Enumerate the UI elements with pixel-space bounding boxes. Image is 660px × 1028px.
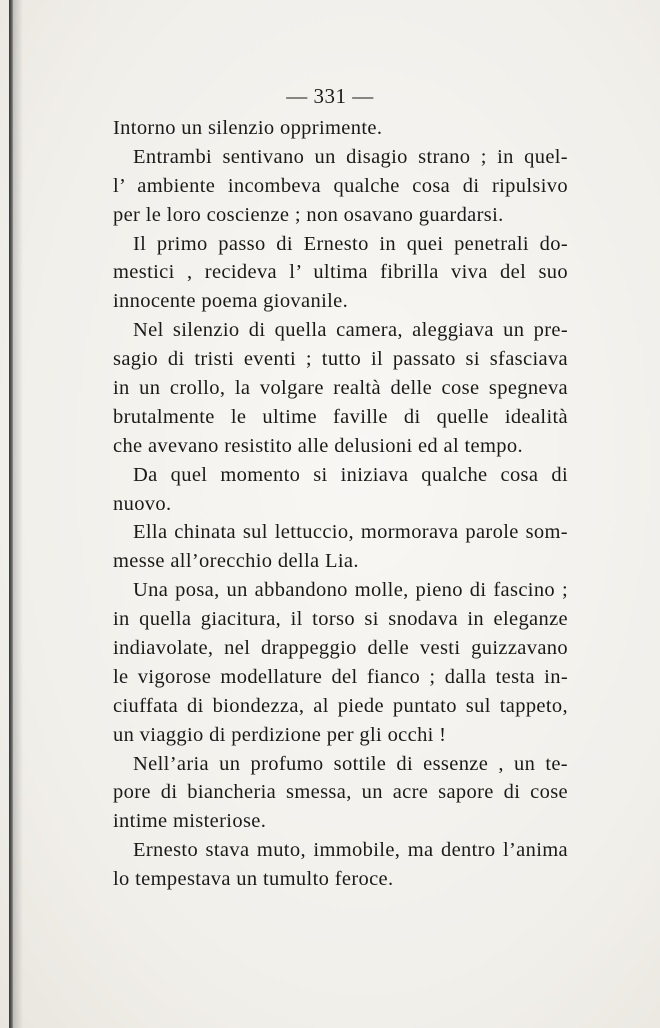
text-line: pore di biancheria smessa, un acre sapore di cose [113,781,568,804]
body-text [113,114,568,894]
text-line: nuovo. [113,492,172,515]
text-line: Nel silenzio di quella camera, aleggiava un pre- [133,319,568,342]
binding-shadow [13,0,23,1028]
text-line: che avevano resistito alle delusioni ed al tempo. [113,434,523,457]
text-line: Una posa, un abbandono molle, pieno di fascino ; [133,579,568,602]
text-line: brutalmente le ultime faville di quelle idealità [113,405,568,428]
text-line: Ella chinata sul lettuccio, mormorava parole som- [133,521,568,544]
text-line: un viaggio di perdizione per gli occhi ! [113,723,447,746]
text-line: l’ ambiente incombeva qualche cosa di ripulsivo [113,174,568,197]
text-line: per le loro coscienze ; non osavano guardarsi. [113,203,504,226]
text-line: ciuffata di biondezza, al piede puntato sul tappeto, [113,694,568,717]
text-line: Intorno un silenzio opprimente. [113,117,383,139]
text-line: intime misteriose. [113,810,267,833]
text-line: indiavolate, nel drappeggio delle vesti guizzavano [113,637,568,660]
text-line: Ernesto stava muto, immobile, ma dentro l’anima [133,839,568,862]
page-number: — 331 — [286,84,374,108]
text-line: in un crollo, la volgare realtà delle cose spegneva [113,377,568,400]
text-line: Il primo passo di Ernesto in quei penetrali do- [133,232,568,255]
text-line: innocente poema giovanile. [113,290,349,313]
text-line: messe all’orecchio della Lia. [113,550,359,573]
text-line: le vigorose modellature del fianco ; dalla testa in- [113,665,568,688]
text-line: mestici , recideva l’ ultima fibrilla viva del suo [113,261,568,284]
text-line: sagio di tristi eventi ; tutto il passato si sfasciava [113,348,568,371]
text-line: Da quel momento si iniziava qualche cosa di [133,463,568,486]
text-line: lo tempestava un tumulto feroce. [113,868,394,891]
text-line: Nell’aria un profumo sottile di essenze , un te- [133,752,568,775]
text-line: in quella giacitura, il torso si snodava in eleganze [113,608,568,631]
text-line: Entrambi sentivano un disagio strano ; in quel- [133,145,568,168]
